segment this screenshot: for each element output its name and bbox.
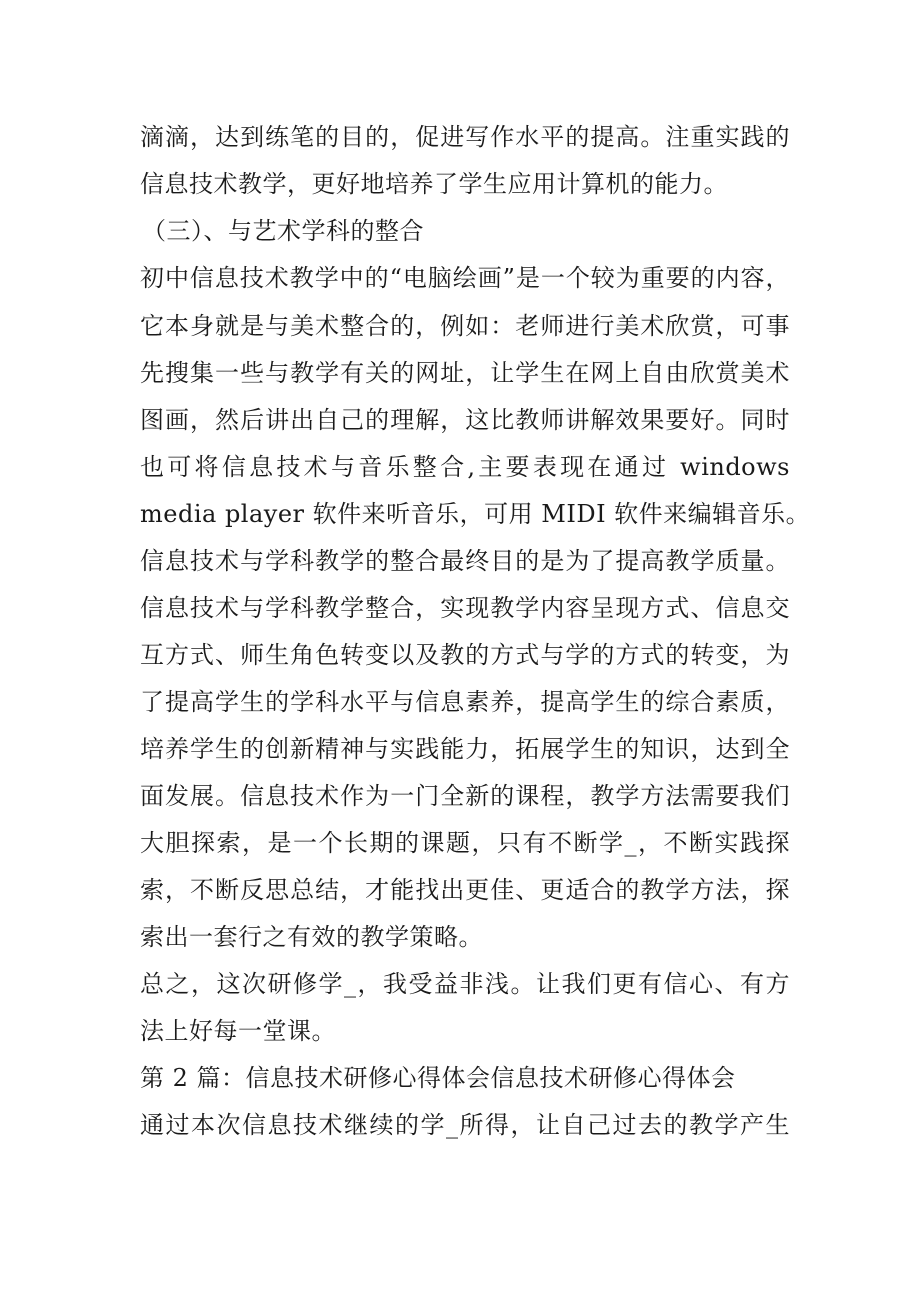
text-line: 信息技术教学，更好地培养了学生应用计算机的能力。 — [140, 170, 728, 198]
text-line: 了提高学生的学科水平与信息素养，提高学生的综合素质， — [140, 688, 790, 716]
text-line: 初中信息技术教学中的“电脑绘画”是一个较为重要的内容， — [140, 264, 790, 292]
text-line: 索，不断反思总结，才能找出更佳、更适合的教学方法，探 — [140, 876, 790, 904]
text-line: 先搜集一些与教学有关的网址，让学生在网上自由欣赏美术 — [140, 359, 790, 387]
chapter-heading: 第 2 篇：信息技术研修心得体会信息技术研修心得体会 — [140, 1064, 736, 1092]
text-line: 滴滴，达到练笔的目的，促进写作水平的提高。注重实践的 — [140, 123, 790, 151]
text-line: 法上好每一堂课。 — [140, 1017, 336, 1045]
text-line: 互方式、师生角色转变以及教的方式与学的方式的转变，为 — [140, 641, 790, 669]
text-line: 也可将信息技术与音乐整合,主要表现在通过 windows — [140, 453, 790, 481]
text-line: 通过本次信息技术继续的学_所得，让自己过去的教学产生 — [140, 1111, 790, 1139]
text-line: media player 软件来听音乐，可用 MIDI 软件来编辑音乐。 — [140, 500, 811, 528]
text-line: 培养学生的创新精神与实践能力，拓展学生的知识，达到全 — [140, 735, 790, 763]
text-line: 面发展。信息技术作为一门全新的课程，教学方法需要我们 — [140, 782, 790, 810]
text-line: 信息技术与学科教学的整合最终目的是为了提高教学质量。 — [140, 547, 790, 575]
text-line: 图画，然后讲出自己的理解，这比教师讲解效果要好。同时 — [140, 406, 790, 434]
section-heading: （三）、与艺术学科的整合 — [142, 217, 424, 245]
text-line: 总之，这次研修学_，我受益非浅。让我们更有信心、有方 — [140, 970, 790, 998]
text-line: 索出一套行之有效的教学策略。 — [140, 923, 483, 951]
text-line: 信息技术与学科教学整合，实现教学内容呈现方式、信息交 — [140, 594, 790, 622]
text-line: 它本身就是与美术整合的，例如：老师进行美术欣赏，可事 — [140, 312, 790, 340]
text-line: 大胆探索，是一个长期的课题，只有不断学_，不断实践探 — [140, 829, 790, 857]
